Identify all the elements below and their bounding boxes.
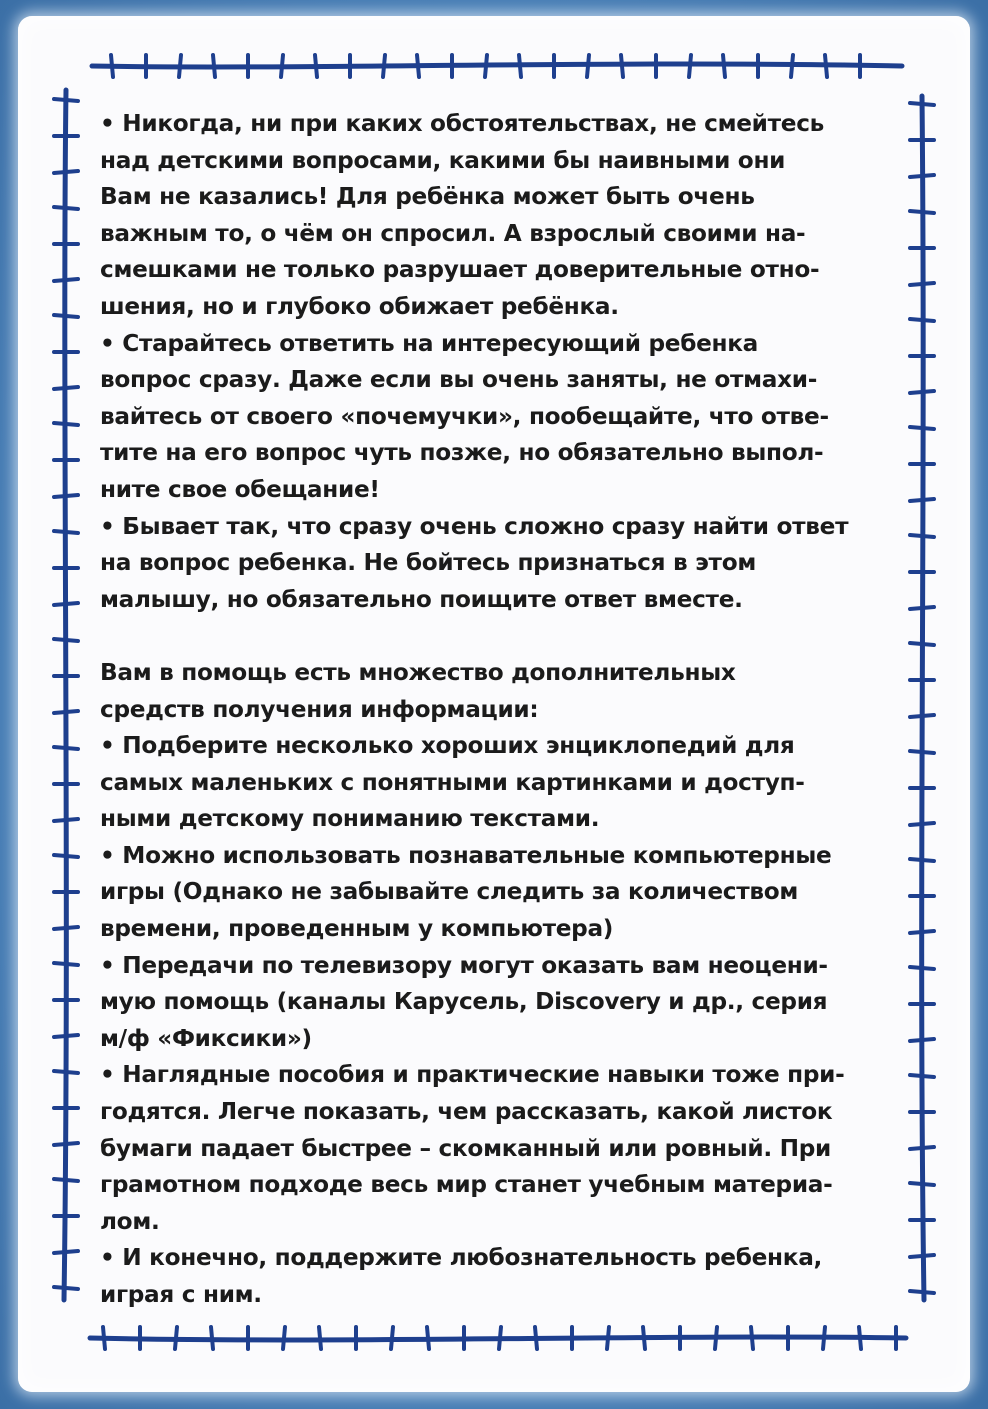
frame-stitch (910, 931, 934, 933)
frame-stitch (825, 55, 827, 77)
text-line: времени, проведенным у компьютера) (100, 915, 614, 943)
frame-stitch (54, 279, 78, 281)
frame-stitch (111, 55, 113, 77)
text-line: мую помощь (каналы Карусель, Discovery и др., серия (100, 988, 828, 1016)
frame-stitch (485, 55, 487, 77)
text-line: годятся. Легче показать, чем рассказать, какой листок (100, 1098, 833, 1126)
text-line: м/ф «Фиксики») (100, 1024, 312, 1052)
frame-stitch (910, 859, 934, 861)
text-line: малышу, но обязательно поищите ответ вместе. (100, 585, 743, 613)
frame-stitch (383, 55, 385, 77)
frame-stitch (54, 99, 78, 101)
frame-stitch (910, 211, 934, 213)
text-line: ными детскому пониманию текстами. (100, 805, 600, 833)
frame-stitch (859, 1327, 861, 1349)
frame-stitch (910, 715, 934, 717)
frame-stitch (723, 55, 725, 77)
text-line: самых маленьких с понятными картинками и доступ- (100, 768, 805, 796)
frame-stitch (54, 963, 78, 965)
frame-stitch (54, 207, 78, 209)
frame-stitch (54, 819, 78, 821)
frame-stitch (175, 1327, 177, 1349)
frame-right-line (922, 96, 924, 1300)
frame-stitch (751, 1327, 753, 1349)
text-line: смешками не только разрушает доверительные отно- (100, 256, 820, 284)
text-line: • Никогда, ни при каких обстоятельствах, не смейтесь (100, 110, 825, 137)
tips-text (100, 106, 900, 1314)
paragraph-gap (100, 618, 900, 655)
frame-stitch (427, 1327, 429, 1349)
text-line: • Наглядные пособия и практические навыки тоже при- (100, 1061, 845, 1089)
frame-stitch (587, 55, 589, 77)
frame-stitch (910, 391, 934, 393)
frame-stitch (417, 55, 419, 77)
text-line: тите на его вопрос чуть позже, но обязательно выпол- (100, 439, 824, 467)
frame-stitch (54, 639, 78, 641)
frame-stitch (910, 751, 934, 753)
frame-stitch (54, 1287, 78, 1289)
text-line: • Бывает так, что сразу очень сложно сразу найти ответ (100, 512, 849, 540)
frame-stitch (54, 1071, 78, 1073)
frame-stitch (910, 1039, 934, 1041)
frame-stitch (519, 55, 521, 77)
frame-stitch (643, 1327, 645, 1349)
text-line: игры (Однако не забывайте следить за количеством (100, 878, 799, 906)
frame-stitch (54, 1143, 78, 1145)
frame-stitch (910, 319, 934, 321)
frame-stitch (54, 927, 78, 929)
tips-block-questions (100, 106, 900, 618)
frame-stitch (54, 711, 78, 713)
frame-stitch (54, 1251, 78, 1253)
frame-stitch (54, 747, 78, 749)
frame-stitch (54, 1179, 78, 1181)
text-line: Вам не казались! Для ребёнка может быть очень (100, 183, 755, 211)
frame-stitch (910, 283, 934, 285)
text-line: вопрос сразу. Даже если вы очень заняты, не отмахи- (100, 366, 818, 394)
frame-stitch (499, 1327, 501, 1349)
text-line: важным то, о чём он спросил. А взрослый своими на- (100, 219, 806, 247)
text-line: на вопрос ребенка. Не бойтесь признаться в этом (100, 549, 756, 577)
text-line: • Подберите несколько хороших энциклопедий для (100, 732, 795, 760)
frame-stitch (103, 1327, 105, 1349)
frame-stitch (54, 387, 78, 389)
frame-stitch (607, 1327, 609, 1349)
text-line: Вам в помощь есть множество дополнительных (100, 658, 736, 686)
frame-stitch (54, 171, 78, 173)
frame-stitch (54, 423, 78, 425)
frame-stitch (791, 55, 793, 77)
frame-stitch (689, 55, 691, 77)
text-line: лом. (100, 1207, 160, 1235)
text-line: • И конечно, поддержите любознательность ребенка, (100, 1244, 823, 1272)
frame-stitch (319, 1327, 321, 1349)
frame-stitch (910, 175, 934, 177)
frame-stitch (54, 315, 78, 317)
frame-stitch (910, 103, 934, 105)
frame-stitch (315, 55, 317, 77)
tips-block-resources (100, 655, 900, 1314)
text-line: • Можно использовать познавательные компьютерные (100, 841, 832, 869)
frame-stitch (54, 531, 78, 533)
frame-stitch (910, 967, 934, 969)
frame-stitch (910, 427, 934, 429)
frame-stitch (910, 1291, 934, 1293)
text-line: вайтесь от своего «почемучки», пообещайте, что отве- (100, 402, 829, 430)
frame-stitch (54, 1035, 78, 1037)
text-line: играя с ним. (100, 1281, 262, 1308)
text-line: бумаги падает быстрее – скомканный или ровный. При (100, 1134, 831, 1162)
frame-left-line (64, 90, 66, 1300)
frame-stitch (910, 1075, 934, 1077)
text-line: над детскими вопросами, какими бы наивными они (100, 146, 786, 174)
frame-stitch (211, 1327, 213, 1349)
frame-stitch (179, 55, 181, 77)
frame-stitch (910, 823, 934, 825)
frame-stitch (54, 855, 78, 857)
frame-stitch (213, 55, 215, 77)
text-line: шения, но и глубоко обижает ребёнка. (100, 292, 619, 320)
text-line: • Передачи по телевизору могут оказать вам неоцени- (100, 951, 828, 979)
text-line: ните свое обещание! (100, 475, 380, 503)
frame-stitch (535, 1327, 537, 1349)
text-line: • Старайтесь ответить на интересующий ребенка (100, 329, 759, 357)
frame-stitch (910, 1147, 934, 1149)
frame-stitch (715, 1327, 717, 1349)
frame-stitch (910, 607, 934, 609)
frame-stitch (391, 1327, 393, 1349)
frame-stitch (283, 1327, 285, 1349)
frame-stitch (910, 1183, 934, 1185)
frame-stitch (910, 643, 934, 645)
frame-stitch (281, 55, 283, 77)
frame-stitch (621, 55, 623, 77)
frame-stitch (910, 1255, 934, 1257)
frame-stitch (910, 535, 934, 537)
frame-stitch (54, 495, 78, 497)
text-line: средств получения информации: (100, 695, 539, 723)
text-line: грамотном подходе весь мир станет учебным материа- (100, 1171, 833, 1199)
frame-stitch (910, 499, 934, 501)
frame-stitch (823, 1327, 825, 1349)
frame-stitch (54, 603, 78, 605)
